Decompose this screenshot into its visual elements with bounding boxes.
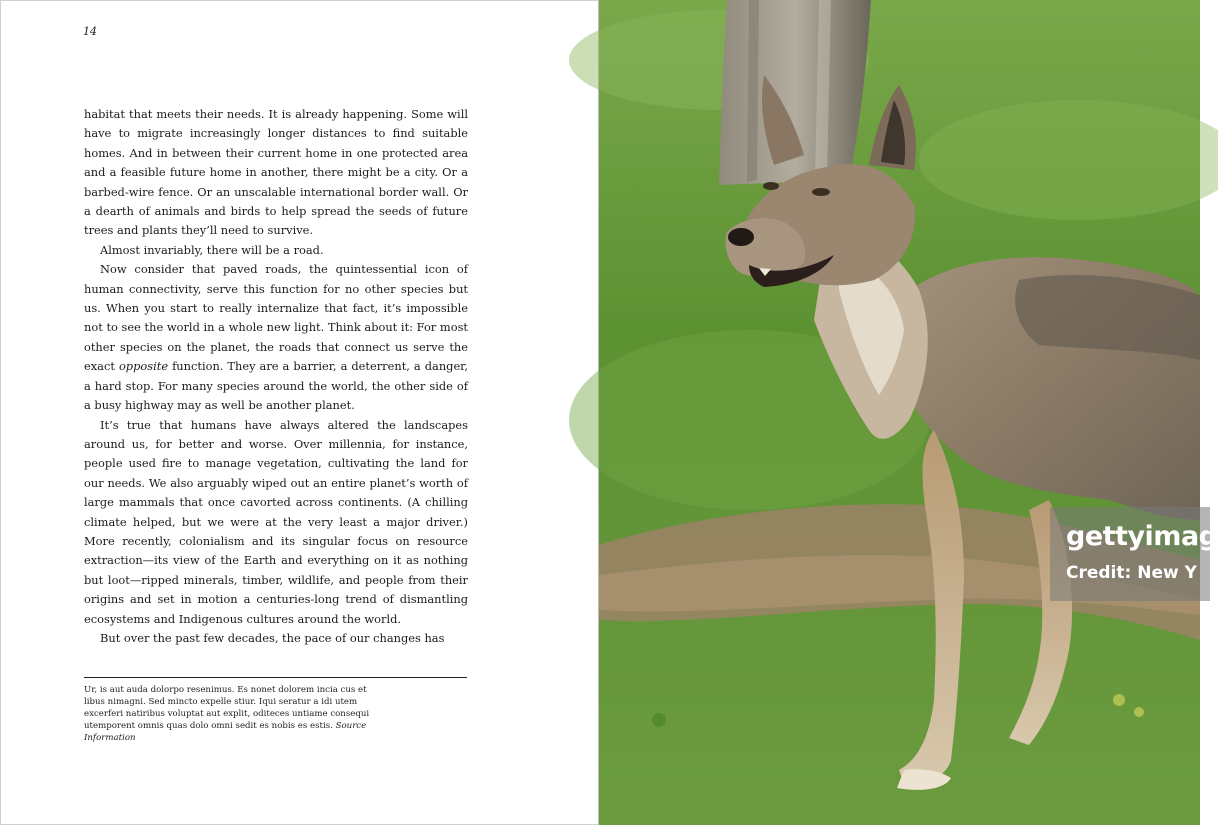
paragraph-3 [84, 260, 468, 415]
right-page [599, 0, 1218, 825]
watermark-logo: gettyimag [1066, 521, 1218, 552]
footnote [84, 684, 384, 744]
paragraph-1: habitat that meets their needs. It is already happening. Some will have to migrate increasingly longer distances to find suitable homes. And in between their current home in one protected area and a feasible future home in another, there might be a city. Or a barbed-wire fence. Or an unscalable international border wall. Or a dearth of animals and birds to help spread the seeds of future trees and plants they’ll need to survive. [84, 107, 468, 238]
paragraph-5: But over the past few decades, the pace of our changes has [100, 630, 445, 645]
footnote-divider [84, 677, 467, 678]
watermark-credit: Credit: New Y [1066, 563, 1197, 583]
left-page [0, 0, 599, 825]
paragraph-2: Almost invariably, there will be a road. [100, 242, 324, 257]
page-number: 14 [83, 25, 97, 38]
paragraph-3-start: Now consider that paved roads, the quintessential icon of human connectivity, serve this function for no other species but us. When you start to really internalize that fact, it’s impossible not to see the world in a whole new light. Think about it: For most other species on the planet, the roads that connect us serve the exact [84, 262, 468, 374]
footnote-source: Source Information [84, 721, 367, 743]
emphasis-opposite: opposite [118, 359, 169, 374]
paragraph-3-end: function. They are a barrier, a deterrent, a danger, a hard stop. For many species around the world, the other side of a busy highway may as well be another planet. [84, 359, 468, 413]
paragraph-4: It’s true that humans have always altered the landscapes around us, for better and worse. Over millennia, for instance, people used fire to manage vegetation, cultivating the land for our needs. We also arguably wiped out an entire planet’s worth of large mammals that once cavorted across continents. (A chilling climate helped, but we were at the very least a major driver.) More recently, colonialism and its singular focus on resource extraction—its view of the Earth and everything on it as nothing but loot—ripped minerals, timber, wildlife, and people from their origins and set in motion a centuries-long trend of dismantling ecosystems and Indigenous cultures around the world. [84, 417, 468, 626]
body-text [84, 105, 468, 648]
getty-watermark [1050, 507, 1218, 601]
footnote-text: Ur, is aut auda dolorpo resenimus. Es nonet dolorem incia cus et libus nimagni. Sed mincto expelle stiur. Iqui seratur a idi utem excerferi natiribus voluptat aut explit, oditeces untiame consequi utemporent omnis quas dolo omni sedit es nobis es estis. [84, 685, 370, 731]
coyote-photo [599, 0, 1200, 825]
